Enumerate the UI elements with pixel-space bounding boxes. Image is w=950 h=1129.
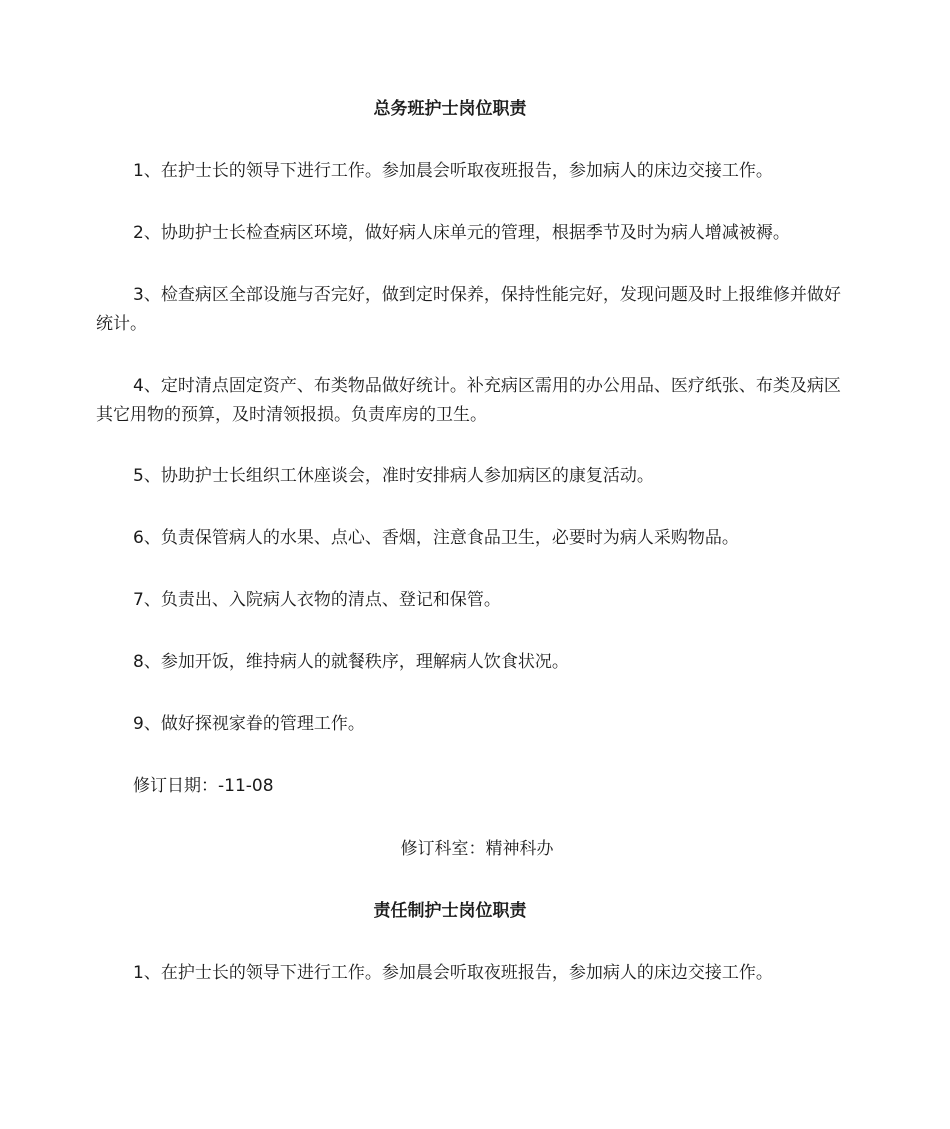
section1-item-1: 1、在护士长的领导下进行工作。参加晨会听取夜班报告，参加病人的床边交接工作。 [133, 161, 773, 181]
section1-item-2: 2、协助护士长检查病区环境，做好病人床单元的管理，根据季节及时为病人增减被褥。 [133, 223, 790, 243]
section1-title: 总务班护士岗位职责 [373, 99, 527, 119]
section1-item-4: 4、定时清点固定资产、布类物品做好统计。补充病区需用的办公用品、医疗纸张、布类及病区其它用物的预算，及时清领报损。负责库房的卫生。 [96, 376, 841, 425]
revision-date: 修订日期：-11-08 [133, 776, 274, 796]
section1-item-6: 6、负责保管病人的水果、点心、香烟，注意食品卫生，必要时为病人采购物品。 [133, 528, 739, 548]
revision-department: 修订科室：精神科办 [400, 839, 554, 859]
section1-item-7: 7、负责出、入院病人衣物的清点、登记和保管。 [133, 590, 501, 610]
section1-item-3: 3、检查病区全部设施与否完好，做到定时保养，保持性能完好，发现问题及时上报维修并做好统计。 [96, 285, 841, 334]
section1-item-8: 8、参加开饭，维持病人的就餐秩序，理解病人饮食状况。 [133, 652, 569, 672]
section1-item-5: 5、协助护士长组织工休座谈会，准时安排病人参加病区的康复活动。 [133, 466, 654, 486]
section2-title: 责任制护士岗位职责 [373, 901, 527, 921]
section2-item-1: 1、在护士长的领导下进行工作。参加晨会听取夜班报告，参加病人的床边交接工作。 [133, 963, 773, 983]
section1-item-9: 9、做好探视家眷的管理工作。 [133, 714, 365, 734]
